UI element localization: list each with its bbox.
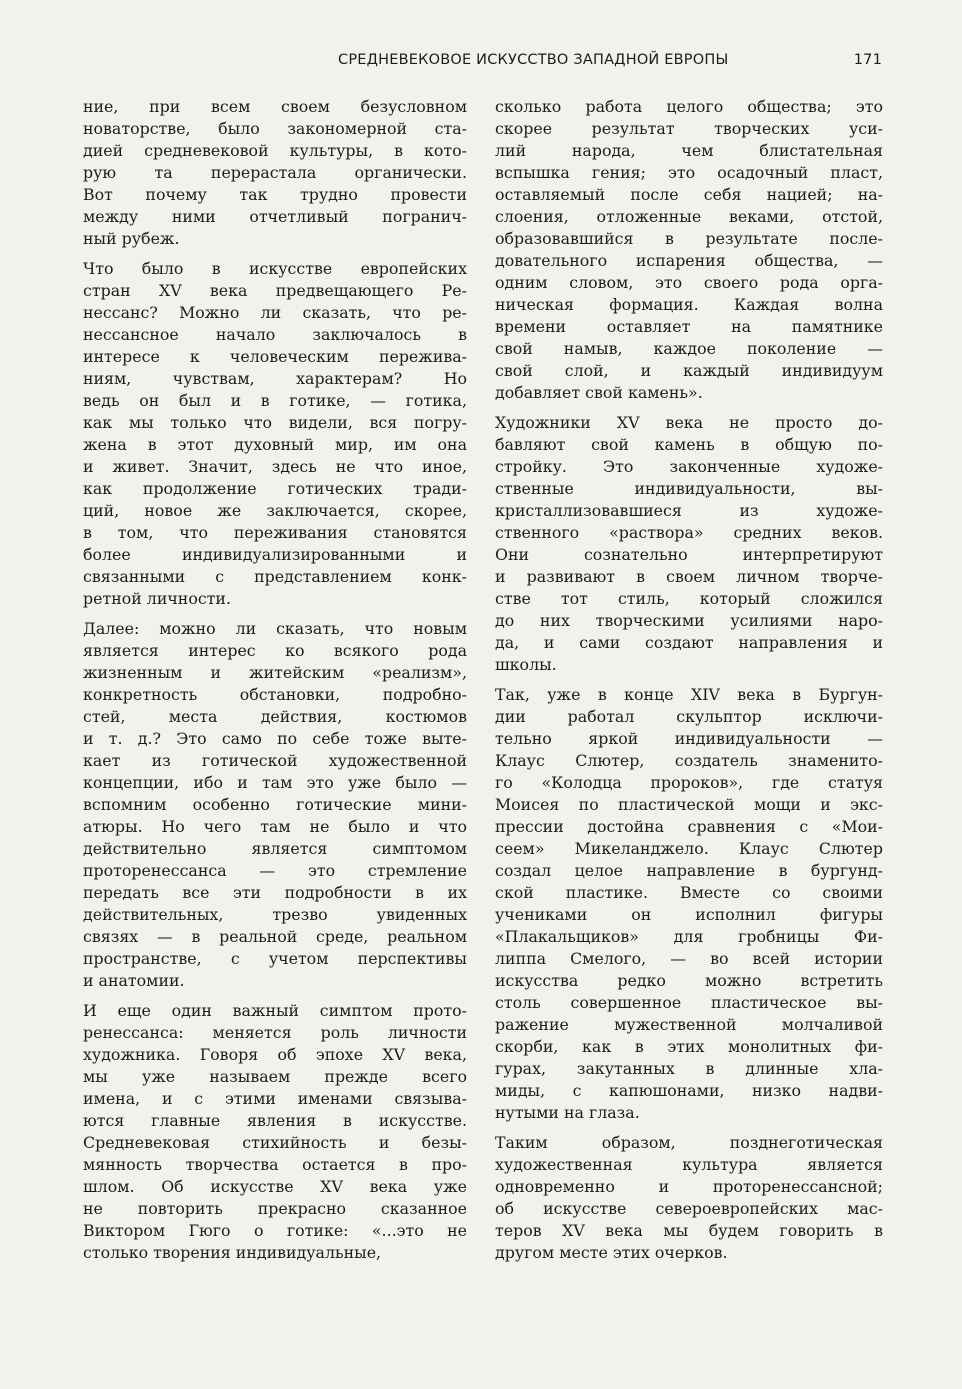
text-line: Таким образом, позднеготическая [495,1133,883,1152]
text-line: Клаус Слютер, создатель знаменито- [495,751,883,770]
text-line: мы уже называем прежде всего [83,1067,467,1086]
text-line: проторенессанса — это стремление [83,861,467,880]
text-line: как продолжение готических тради- [83,479,467,498]
text-line: ведь он был и в готике, — готика, [83,391,467,410]
text-line: дии работал скульптор исключи- [495,707,883,726]
text-line: об искусстве североевропейских мас- [495,1199,883,1218]
text-line: Вот почему так трудно провести [83,185,467,204]
text-line: другом месте этих очерков. [495,1243,728,1262]
text-line: вспомним особенно готические мини- [83,795,467,814]
text-line: и анатомии. [83,971,185,990]
text-line: Художники XV века не просто до- [495,413,883,432]
text-line: нессансное начало заключалось в [83,325,467,344]
paragraph [83,96,467,250]
text-line: Они сознательно интерпретируют [495,545,883,564]
text-line: связанными с представлением конк- [83,567,467,586]
text-line: да, и сами создают направления и [495,633,883,652]
text-line: ются главные явления в искусстве. [83,1111,467,1130]
text-line: ственного «раствора» средних веков. [495,523,883,542]
text-line: имена, и с этими именами связыва- [83,1089,467,1108]
paragraph [83,258,467,610]
text-line: ской пластике. Вместе со своими [495,883,883,902]
running-head [338,52,882,76]
text-line: скорби, как в этих монолитных фи- [495,1037,883,1056]
text-line: конкретность обстановки, подробно- [83,685,467,704]
text-line: Так, уже в конце XIV века в Бургун- [495,685,883,704]
text-line: времени оставляет на памятнике [495,317,883,336]
text-line: миды, с капюшонами, низко надви- [495,1081,883,1100]
text-line: передать все эти подробности в их [83,883,467,902]
paragraph [83,618,467,992]
text-line: связях — в реальной среде, реальном [83,927,467,946]
text-line: одним словом, это своего рода орга- [495,273,883,292]
text-line: художественная культура является [495,1155,883,1174]
text-line: свой слой, и каждый индивидуум [495,361,883,380]
text-line: ниям, чувствам, характерам? Но [83,369,467,388]
text-line: го «Колодца пророков», где статуя [495,773,883,792]
text-line: искусства редко можно встретить [495,971,883,990]
text-line: кристаллизовавшиеся из художе- [495,501,883,520]
text-line: теров XV века мы будем говорить в [495,1221,883,1240]
text-line: И еще один важный симптом прото- [83,1001,467,1020]
text-line: оставляемый после себя нацией; на- [495,185,883,204]
text-line: кает из готической художественной [83,751,467,770]
text-line: ственные индивидуальности, вы- [495,479,883,498]
text-line: сколько работа целого общества; это [495,97,883,116]
text-line: действительных, трезво увиденных [83,905,467,924]
text-line: довательного испарения общества, — [495,251,883,270]
text-line: жена в этот духовный мир, им она [83,435,467,454]
text-line: стройку. Это законченные художе- [495,457,883,476]
text-line: создал целое направление в бургунд- [495,861,883,880]
paragraph [495,684,883,1124]
text-line: дией средневековой культуры, в кото- [83,141,467,160]
text-line: ние, при всем своем безусловном [83,97,467,116]
text-line: стран XV века предвещающего Ре- [83,281,467,300]
left-column [83,96,467,1264]
text-line: образовавшийся в результате после- [495,229,883,248]
text-line: тельно яркой индивидуальности — [495,729,883,748]
paragraph [495,96,883,404]
text-line: ный рубеж. [83,229,180,248]
text-line: школы. [495,655,557,674]
text-line: «Плакальщиков» для гробницы Фи- [495,927,883,946]
page-number: 171 [853,52,882,68]
text-line: Моисея по пластической мощи и экс- [495,795,883,814]
text-line: нутыми на глаза. [495,1103,640,1122]
text-line: новаторстве, было закономерной ста- [83,119,467,138]
text-line: учениками он исполнил фигуры [495,905,883,924]
text-line: действительно является симптомом [83,839,467,858]
text-line: скорее результат творческих уси- [495,119,883,138]
text-line: ций, новое же заключается, скорее, [83,501,467,520]
text-line: гурах, закутанных в длинные хла- [495,1059,883,1078]
right-column [495,96,883,1264]
text-line: лий народа, чем блистательная [495,141,883,160]
paragraph [83,1000,467,1264]
text-line: ническая формация. Каждая волна [495,295,883,314]
text-line: более индивидуализированными и [83,545,467,564]
text-line: Виктором Гюго о готике: «...это не [83,1221,467,1240]
text-line: как мы только что видели, вся погру- [83,413,467,432]
text-line: мянность творчества остается в про- [83,1155,467,1174]
text-line: прессии достойна сравнения с «Мои- [495,817,883,836]
text-line: столь совершенное пластическое вы- [495,993,883,1012]
text-line: и развивают в своем личном творче- [495,567,883,586]
text-line: жизненным и житейским «реализм», [83,663,467,682]
text-line: вспышка гения; это осадочный пласт, [495,163,883,182]
text-line: не повторить прекрасно сказанное [83,1199,467,1218]
text-line: стей, места действия, костюмов [83,707,467,726]
text-line: слоения, отложенные веками, отстой, [495,207,883,226]
text-line: липпа Смелого, — во всей истории [495,949,883,968]
text-line: концепции, ибо и там это уже было — [83,773,467,792]
text-line: нессанс? Можно ли сказать, что ре- [83,303,467,322]
text-line: интересе к человеческим пережива- [83,347,467,366]
text-line: Далее: можно ли сказать, что новым [83,619,467,638]
text-line: и т. д.? Это само по себе тоже выте- [83,729,467,748]
running-title: СРЕДНЕВЕКОВОЕ ИСКУССТВО ЗАПАДНОЙ ЕВРОПЫ [338,52,729,68]
text-line: является интерес ко всякого рода [83,641,467,660]
text-line: стве тот стиль, который сложился [495,589,883,608]
text-line: атюры. Но чего там не было и что [83,817,467,836]
text-line: ренессанса: меняется роль личности [83,1023,467,1042]
text-line: добавляет свой камень». [495,383,703,402]
text-line: Средневековая стихийность и безы- [83,1133,467,1152]
paragraph [495,412,883,676]
text-line: бавляют свой камень в общую по- [495,435,883,454]
text-line: Что было в искусстве европейских [83,259,467,278]
text-line: ражение мужественной молчаливой [495,1015,883,1034]
text-line: и живет. Значит, здесь не что иное, [83,457,467,476]
text-line: одновременно и проторенессансной; [495,1177,883,1196]
text-line: сеем» Микеланджело. Клаус Слютер [495,839,883,858]
text-line: рую та перерастала органически. [83,163,467,182]
text-line: столько творения индивидуальные, [83,1243,382,1262]
text-line: до них творческими усилиями наро- [495,611,883,630]
text-line: художника. Говоря об эпохе XV века, [83,1045,467,1064]
paragraph [495,1132,883,1264]
text-line: пространстве, с учетом перспективы [83,949,467,968]
text-line: свой намыв, каждое поколение — [495,339,883,358]
text-line: шлом. Об искусстве XV века уже [83,1177,467,1196]
text-line: ретной личности. [83,589,231,608]
text-line: между ними отчетливый погранич- [83,207,467,226]
text-line: в том, что переживания становятся [83,523,467,542]
